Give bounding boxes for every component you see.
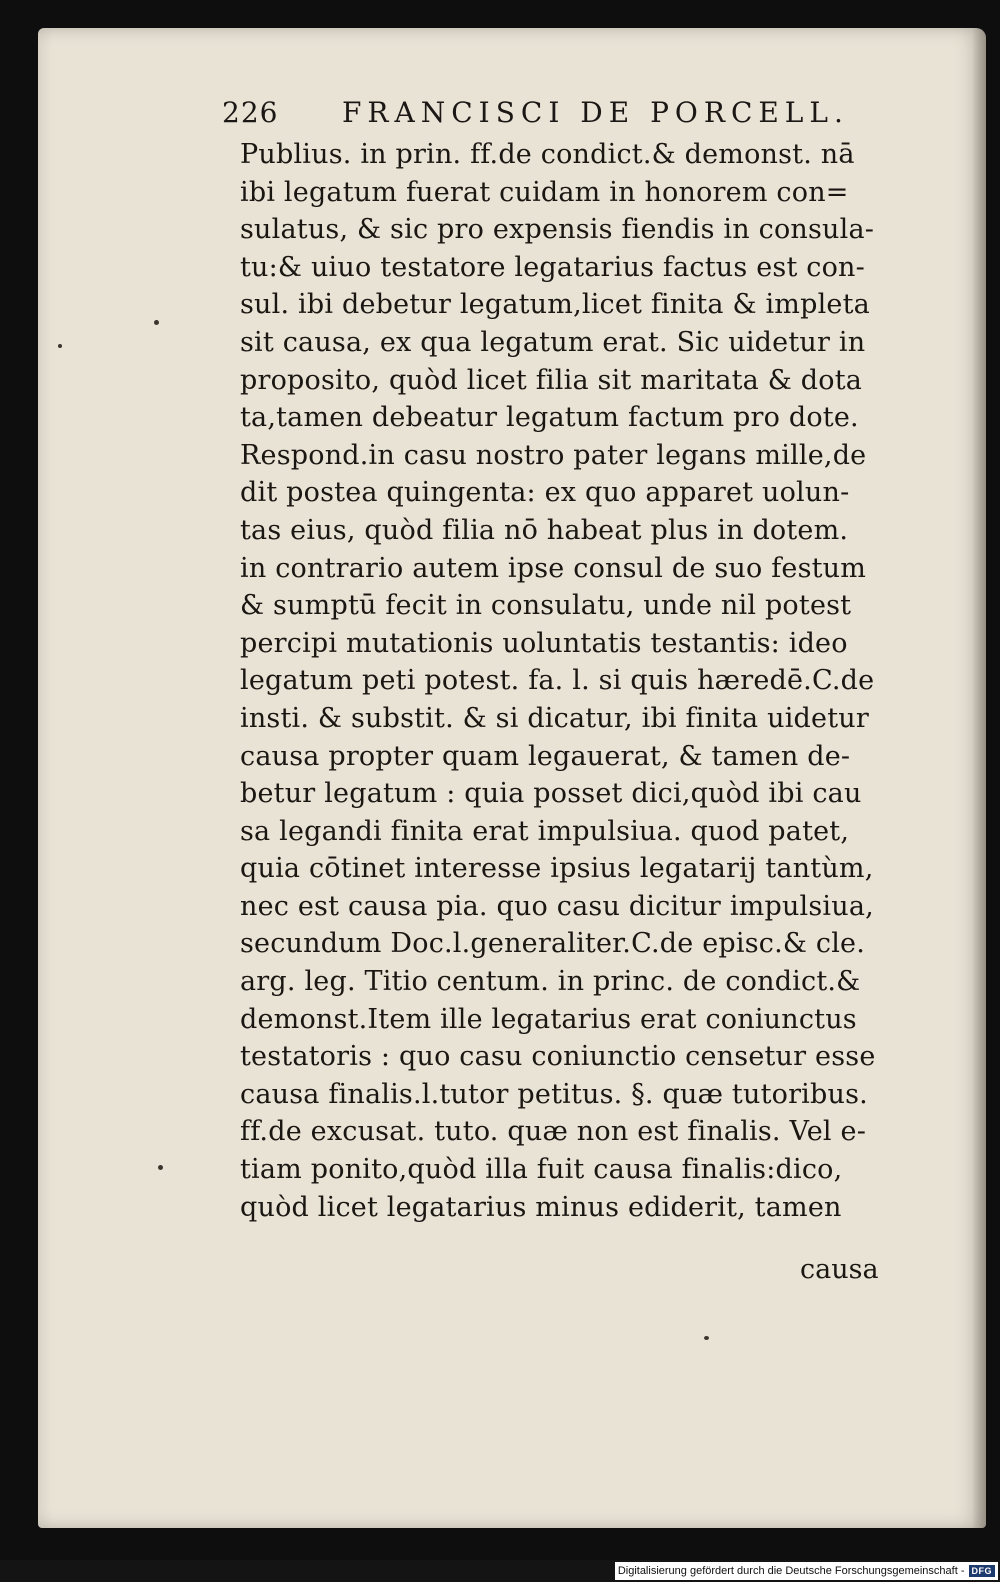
text-line: nec est causa pia. quo casu dicitur impulsiua, xyxy=(240,890,874,922)
text-line: causa finalis.l.tutor petitus. §. quæ tutoribus. xyxy=(240,1078,868,1110)
footer-credit: Digitalisierung gefördert durch die Deutsche Forschungsgemeinschaft - xyxy=(617,1565,965,1577)
text-line: insti. & substit. & si dicatur, ibi finita uidetur xyxy=(240,702,869,734)
text-line: quia cōtinet interesse ipsius legatarij tantùm, xyxy=(240,853,874,885)
text-line: sul. ibi debetur legatum,licet finita & impleta xyxy=(240,289,870,321)
text-line: in contrario autem ipse consul de suo festum xyxy=(240,552,867,584)
text-line: sulatus, & sic pro expensis fiendis in consula- xyxy=(240,214,875,246)
text-line: legatum peti potest. fa. l. si quis hæredē.C.de xyxy=(240,665,875,697)
text-line: arg. leg. Titio centum. in princ. de condict.& xyxy=(240,966,861,998)
text-line: testatoris : quo casu coniunctio censetur esse xyxy=(240,1041,876,1073)
page-number: 226 xyxy=(222,96,279,129)
text-line: betur legatum : quia posset dici,quòd ibi cau xyxy=(240,778,862,810)
text-line: proposito, quòd licet filia sit maritata & dota xyxy=(240,364,863,396)
text-line: Respond.in casu nostro pater legans mille,de xyxy=(240,439,867,471)
running-title: FRANCISCI DE PORCELL. xyxy=(342,96,849,129)
text-line: tiam ponito,quòd illa fuit causa finalis:dico, xyxy=(240,1154,843,1186)
text-line: ibi legatum fuerat cuidam in honorem con= xyxy=(240,176,849,208)
text-line: ta,tamen debeatur legatum factum pro dote. xyxy=(240,402,859,434)
text-line: ff.de excusat. tuto. quæ non est finalis. Vel e- xyxy=(240,1116,867,1148)
text-line: percipi mutationis uoluntatis testantis: ideo xyxy=(240,627,848,659)
running-head xyxy=(222,96,922,136)
text-line: tu:& uiuo testatore legatarius factus est con- xyxy=(240,251,865,283)
catchword: causa xyxy=(800,1254,879,1285)
body-text xyxy=(240,136,940,1226)
paper-speck xyxy=(154,320,159,325)
text-line: secundum Doc.l.generaliter.C.de episc.& cle. xyxy=(240,928,865,960)
digitization-footer xyxy=(615,1562,998,1580)
text-line: Publius. in prin. ff.de condict.& demonst. nā xyxy=(240,139,855,170)
text-line: quòd licet legatarius minus ediderit, tamen xyxy=(240,1191,842,1223)
text-line: & sumptū fecit in consulatu, unde nil potest xyxy=(240,590,852,622)
paper-speck xyxy=(158,1165,163,1170)
page-edge-shadow xyxy=(972,28,986,1528)
text-line: tas eius, quòd filia nō habeat plus in dotem. xyxy=(240,514,849,546)
paper-speck xyxy=(704,1336,709,1340)
text-line: demonst.Item ille legatarius erat coniunctus xyxy=(240,1003,857,1035)
text-line: causa propter quam legauerat, & tamen de- xyxy=(240,740,851,772)
paper-speck xyxy=(58,344,62,348)
text-line: sa legandi finita erat impulsiua. quod patet, xyxy=(240,815,850,847)
dfg-logo-icon: DFG xyxy=(969,1565,996,1577)
text-line: sit causa, ex qua legatum erat. Sic uidetur in xyxy=(240,326,866,358)
text-line: dit postea quingenta: ex quo apparet uolun- xyxy=(240,477,850,509)
